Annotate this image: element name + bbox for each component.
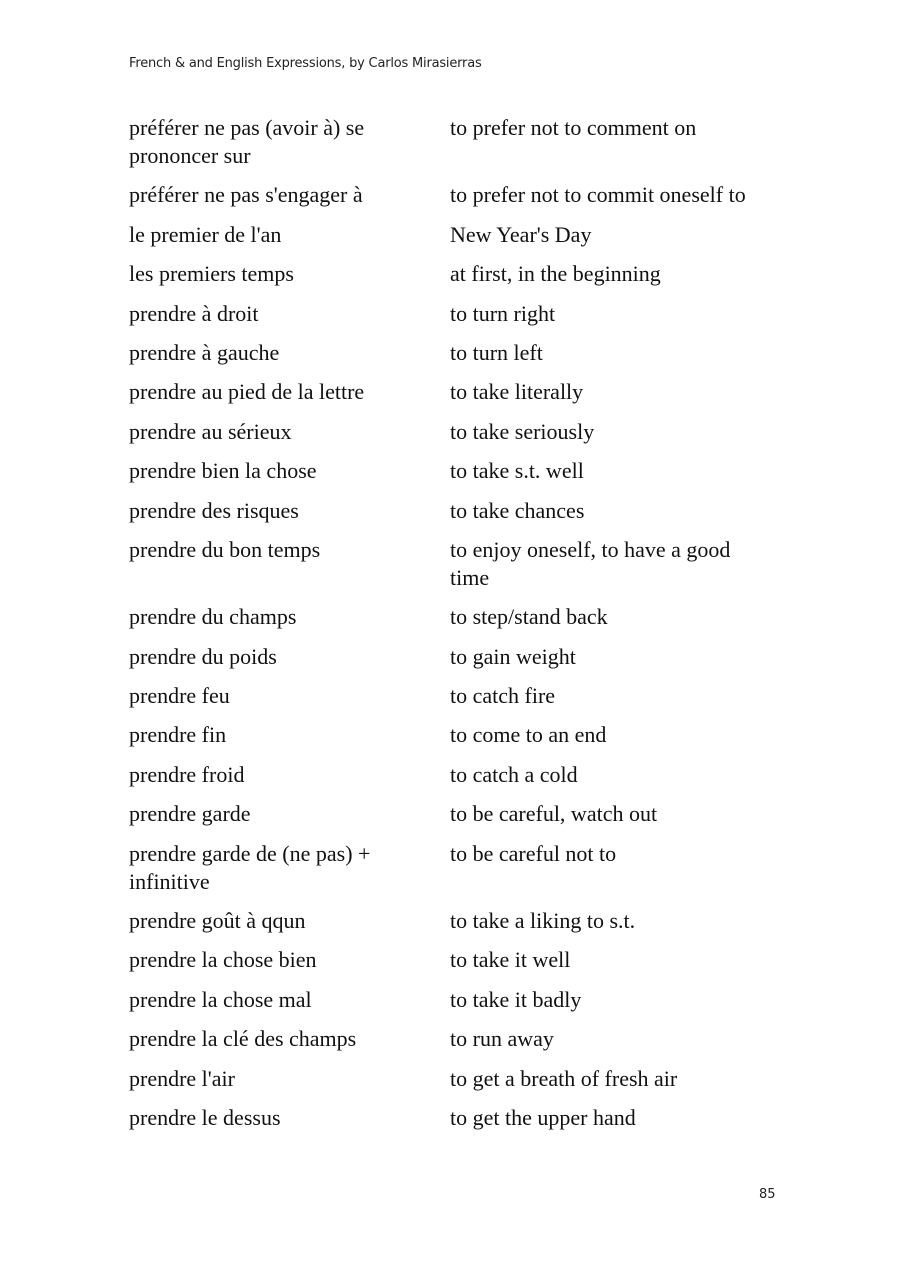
english-translation: to take literally	[450, 379, 584, 405]
expression-row	[129, 643, 779, 682]
expression-row	[129, 181, 779, 220]
english-translation: to take chances	[450, 497, 585, 523]
expression-row	[129, 800, 779, 839]
english-translation: to be careful, watch out	[450, 801, 658, 827]
running-header: French & and English Expressions, by Carlos Mirasierras	[129, 56, 482, 71]
english-translation: New Year's Day	[450, 221, 592, 247]
english-translation: to catch fire	[450, 683, 556, 709]
english-translation: to catch a cold	[450, 761, 578, 787]
expression-row	[129, 986, 779, 1025]
expression-row	[129, 536, 779, 603]
french-expression: le premier de l'an	[129, 221, 282, 247]
english-translation: at first, in the beginning	[450, 261, 661, 287]
expression-row	[129, 418, 779, 457]
french-expression: prendre la clé des champs	[129, 1026, 357, 1052]
expression-row	[129, 339, 779, 378]
french-expression: les premiers temps	[129, 261, 294, 287]
expressions-table	[129, 114, 779, 1143]
french-expression: prendre au pied de la lettre	[129, 379, 365, 405]
french-expression: prendre le dessus	[129, 1104, 281, 1130]
english-translation: to take s.t. well	[450, 458, 584, 484]
expression-row	[129, 682, 779, 721]
expression-row	[129, 907, 779, 946]
french-expression: prendre la chose bien	[129, 947, 317, 973]
english-translation: to take it badly	[450, 986, 582, 1012]
french-expression: prendre du bon temps	[129, 536, 321, 562]
expression-row	[129, 378, 779, 417]
english-translation: to be careful not to	[450, 840, 617, 866]
english-translation: to take seriously	[450, 418, 595, 444]
expression-row	[129, 761, 779, 800]
french-expression: préférer ne pas s'engager à	[129, 182, 363, 208]
english-translation: to turn left	[450, 339, 543, 365]
french-expression: prendre à droit	[129, 300, 259, 326]
page-number: 85	[759, 1187, 776, 1202]
english-translation: to take it well	[450, 947, 571, 973]
french-expression: prendre garde de (ne pas) + infinitive	[129, 840, 371, 894]
expression-row	[129, 1104, 779, 1143]
expression-row	[129, 1025, 779, 1064]
french-expression: préférer ne pas (avoir à) se prononcer sur	[129, 115, 365, 168]
expression-row	[129, 497, 779, 536]
english-translation: to turn right	[450, 300, 556, 326]
expression-row	[129, 114, 779, 181]
expression-row	[129, 721, 779, 760]
french-expression: prendre froid	[129, 761, 245, 787]
english-translation: to prefer not to commit oneself to	[450, 182, 746, 208]
french-expression: prendre l'air	[129, 1065, 235, 1091]
expression-row	[129, 221, 779, 260]
french-expression: prendre à gauche	[129, 339, 280, 365]
english-translation: to get the upper hand	[450, 1104, 636, 1130]
french-expression: prendre feu	[129, 683, 230, 709]
expression-row	[129, 946, 779, 985]
french-expression: prendre la chose mal	[129, 986, 312, 1012]
french-expression: prendre des risques	[129, 497, 299, 523]
english-translation: to gain weight	[450, 643, 576, 669]
english-translation: to enjoy oneself, to have a good time	[450, 536, 731, 590]
french-expression: prendre du champs	[129, 604, 297, 630]
french-expression: prendre goût à qqun	[129, 908, 306, 934]
expression-row	[129, 603, 779, 642]
french-expression: prendre fin	[129, 722, 227, 748]
english-translation: to get a breath of fresh air	[450, 1065, 678, 1091]
english-translation: to prefer not to comment on	[450, 115, 697, 140]
expression-row	[129, 300, 779, 339]
expression-row	[129, 1065, 779, 1104]
french-expression: prendre bien la chose	[129, 458, 317, 484]
english-translation: to step/stand back	[450, 604, 608, 630]
french-expression: prendre au sérieux	[129, 418, 292, 444]
expression-row	[129, 457, 779, 496]
english-translation: to take a liking to s.t.	[450, 908, 636, 934]
french-expression: prendre du poids	[129, 643, 277, 669]
english-translation: to come to an end	[450, 722, 607, 748]
expression-row	[129, 260, 779, 299]
english-translation: to run away	[450, 1026, 554, 1052]
expression-row	[129, 840, 779, 907]
french-expression: prendre garde	[129, 801, 251, 827]
